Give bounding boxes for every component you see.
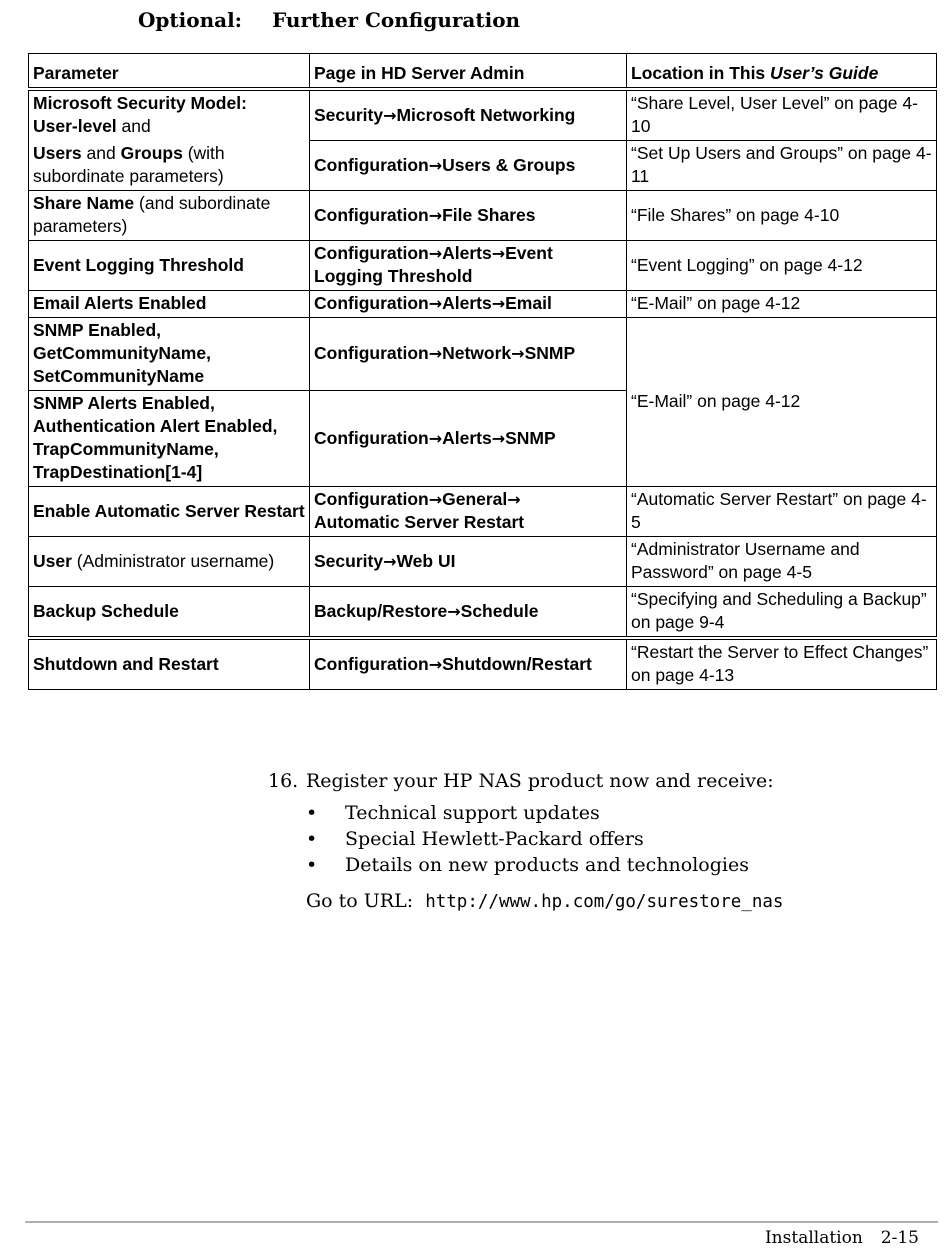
header-location-prefix: Location in This	[631, 63, 771, 83]
table-row	[29, 318, 937, 391]
table-header-row	[29, 54, 937, 90]
header-parameter: Parameter	[29, 54, 310, 90]
page-cell	[310, 537, 627, 587]
table-row	[29, 487, 937, 537]
page-path-part: Configuration	[314, 653, 429, 674]
bullet-icon: •	[306, 802, 318, 824]
page-path-part: Alerts	[442, 243, 492, 263]
param-text: (Administrator username)	[71, 550, 275, 571]
heading-title: Further Configuration	[272, 8, 521, 32]
table-row	[29, 191, 937, 241]
bullet-icon: •	[306, 828, 318, 850]
page-path-part: General	[442, 489, 508, 509]
step-16-line	[268, 768, 783, 794]
page-path-part: Configuration	[314, 154, 429, 175]
right-arrow-icon: →	[507, 490, 521, 509]
page-cell	[310, 89, 627, 141]
page-path-part: Network	[442, 343, 512, 363]
page-path-part: Web UI	[396, 550, 456, 571]
param-cell	[29, 191, 310, 241]
param-text: (with subordinate parameters)	[33, 143, 225, 186]
right-arrow-icon: →	[428, 490, 443, 509]
page-cell	[310, 487, 627, 537]
table-row	[29, 638, 937, 690]
header-location	[627, 54, 937, 90]
benefit-list	[306, 800, 783, 878]
heading-prefix: Optional:	[138, 8, 243, 32]
page-path-part: Alerts	[442, 293, 492, 313]
right-arrow-icon: →	[511, 344, 525, 363]
page-path-part: Configuration	[314, 204, 429, 225]
page-cell	[310, 587, 627, 639]
header-location-italic: User’s Guide	[770, 63, 879, 83]
table-row	[29, 587, 937, 639]
param-text: and	[116, 116, 151, 136]
right-arrow-icon: →	[428, 428, 443, 448]
page-path-part: Security	[314, 550, 384, 571]
location-cell: “Set Up Users and Groups” on page 4-11	[627, 141, 937, 191]
page-cell	[310, 291, 627, 318]
page-cell	[310, 141, 627, 191]
page-path-part: Configuration	[314, 343, 429, 363]
right-arrow-icon: →	[491, 294, 506, 313]
list-item-text: Details on new products and technologies	[345, 854, 749, 876]
page-cell	[310, 391, 627, 487]
page-path-part: Backup/Restore	[314, 600, 448, 621]
param-text: Users	[33, 143, 82, 163]
page-number: 2-15	[880, 1228, 919, 1248]
location-cell: “Administrator Username and Password” on page 4-5	[627, 537, 937, 587]
page-path-part: SNMP	[524, 343, 576, 363]
page-path-part: Alerts	[442, 427, 492, 448]
page-footer	[765, 1228, 919, 1248]
param-cell: Event Logging Threshold	[29, 241, 310, 291]
param-cell: Enable Automatic Server Restart	[29, 487, 310, 537]
page-path-part: SNMP	[505, 427, 556, 448]
right-arrow-icon: →	[428, 654, 443, 674]
right-arrow-icon: →	[447, 601, 461, 621]
table-row	[29, 537, 937, 587]
location-cell: “Share Level, User Level” on page 4-10	[627, 89, 937, 141]
location-cell: “Specifying and Scheduling a Backup” on page 9-4	[627, 587, 937, 639]
right-arrow-icon: →	[383, 551, 397, 571]
param-cell	[29, 537, 310, 587]
param-text: User-level	[33, 116, 117, 136]
page-path-part: Security	[314, 104, 384, 125]
right-arrow-icon: →	[491, 244, 506, 263]
list-item	[306, 852, 783, 878]
page-path-part: Automatic Server Restart	[314, 512, 525, 532]
configuration-table	[28, 53, 937, 690]
param-cell: Email Alerts Enabled	[29, 291, 310, 318]
page-path-part: Configuration	[314, 243, 429, 263]
page-cell	[310, 318, 627, 391]
location-cell: “Automatic Server Restart” on page 4-5	[627, 487, 937, 537]
page-cell	[310, 638, 627, 690]
right-arrow-icon: →	[428, 155, 443, 175]
page-path-part: Event Logging Threshold	[314, 243, 553, 286]
right-arrow-icon: →	[491, 428, 506, 448]
location-cell: “E-Mail” on page 4-12	[627, 291, 937, 318]
param-text: and	[81, 143, 121, 163]
list-item-text: Technical support updates	[345, 802, 600, 824]
table-row	[29, 291, 937, 318]
right-arrow-icon: →	[428, 294, 443, 313]
page-path-part: Configuration	[314, 427, 429, 448]
url-label: Go to URL:	[306, 890, 414, 912]
param-cell: SNMP Alerts Enabled, Authentication Alert Enabled, TrapCommunityName, TrapDestination[1-4]	[29, 391, 310, 487]
param-text: Groups	[120, 143, 183, 163]
table-row	[29, 241, 937, 291]
step-number: 16.	[268, 770, 299, 792]
page-cell	[310, 191, 627, 241]
page-path-part: Users & Groups	[442, 154, 576, 175]
page-path-part: File Shares	[442, 204, 536, 225]
right-arrow-icon: →	[428, 344, 443, 363]
section-heading	[138, 8, 520, 32]
param-text: Microsoft Security Model:	[33, 93, 247, 113]
right-arrow-icon: →	[383, 105, 397, 125]
param-text: (and subordinate parameters)	[33, 193, 271, 236]
page-path-part: Schedule	[460, 600, 539, 621]
param-cell: SNMP Enabled, GetCommunityName, SetCommunityName	[29, 318, 310, 391]
location-cell: “E-Mail” on page 4-12	[627, 318, 937, 487]
param-cell: Backup Schedule	[29, 587, 310, 639]
footer-rule	[25, 1221, 938, 1223]
page-path-part: Shutdown/Restart	[442, 653, 592, 674]
bullet-icon: •	[306, 854, 318, 876]
registration-url[interactable]: http://www.hp.com/go/surestore_nas	[425, 892, 784, 912]
right-arrow-icon: →	[428, 205, 443, 225]
table-row	[29, 89, 937, 141]
list-item	[306, 800, 783, 826]
page-path-part: Microsoft Networking	[396, 104, 576, 125]
step-16	[268, 768, 783, 915]
param-text: User	[33, 550, 72, 571]
location-cell: “Restart the Server to Effect Changes” on page 4-13	[627, 638, 937, 690]
location-cell: “Event Logging” on page 4-12	[627, 241, 937, 291]
footer-section: Installation	[764, 1228, 863, 1248]
header-page: Page in HD Server Admin	[310, 54, 627, 90]
list-item-text: Special Hewlett-Packard offers	[345, 828, 644, 850]
list-item	[306, 826, 783, 852]
url-line	[306, 888, 783, 915]
right-arrow-icon: →	[428, 244, 443, 263]
param-text: Share Name	[33, 193, 135, 213]
page-cell	[310, 241, 627, 291]
page-path-part: Configuration	[314, 293, 429, 313]
step-text: Register your HP NAS product now and receive:	[306, 770, 774, 792]
page-path-part: Configuration	[314, 489, 429, 509]
param-cell	[29, 89, 310, 191]
location-cell: “File Shares” on page 4-10	[627, 191, 937, 241]
param-cell: Shutdown and Restart	[29, 638, 310, 690]
page-path-part: Email	[505, 293, 552, 313]
